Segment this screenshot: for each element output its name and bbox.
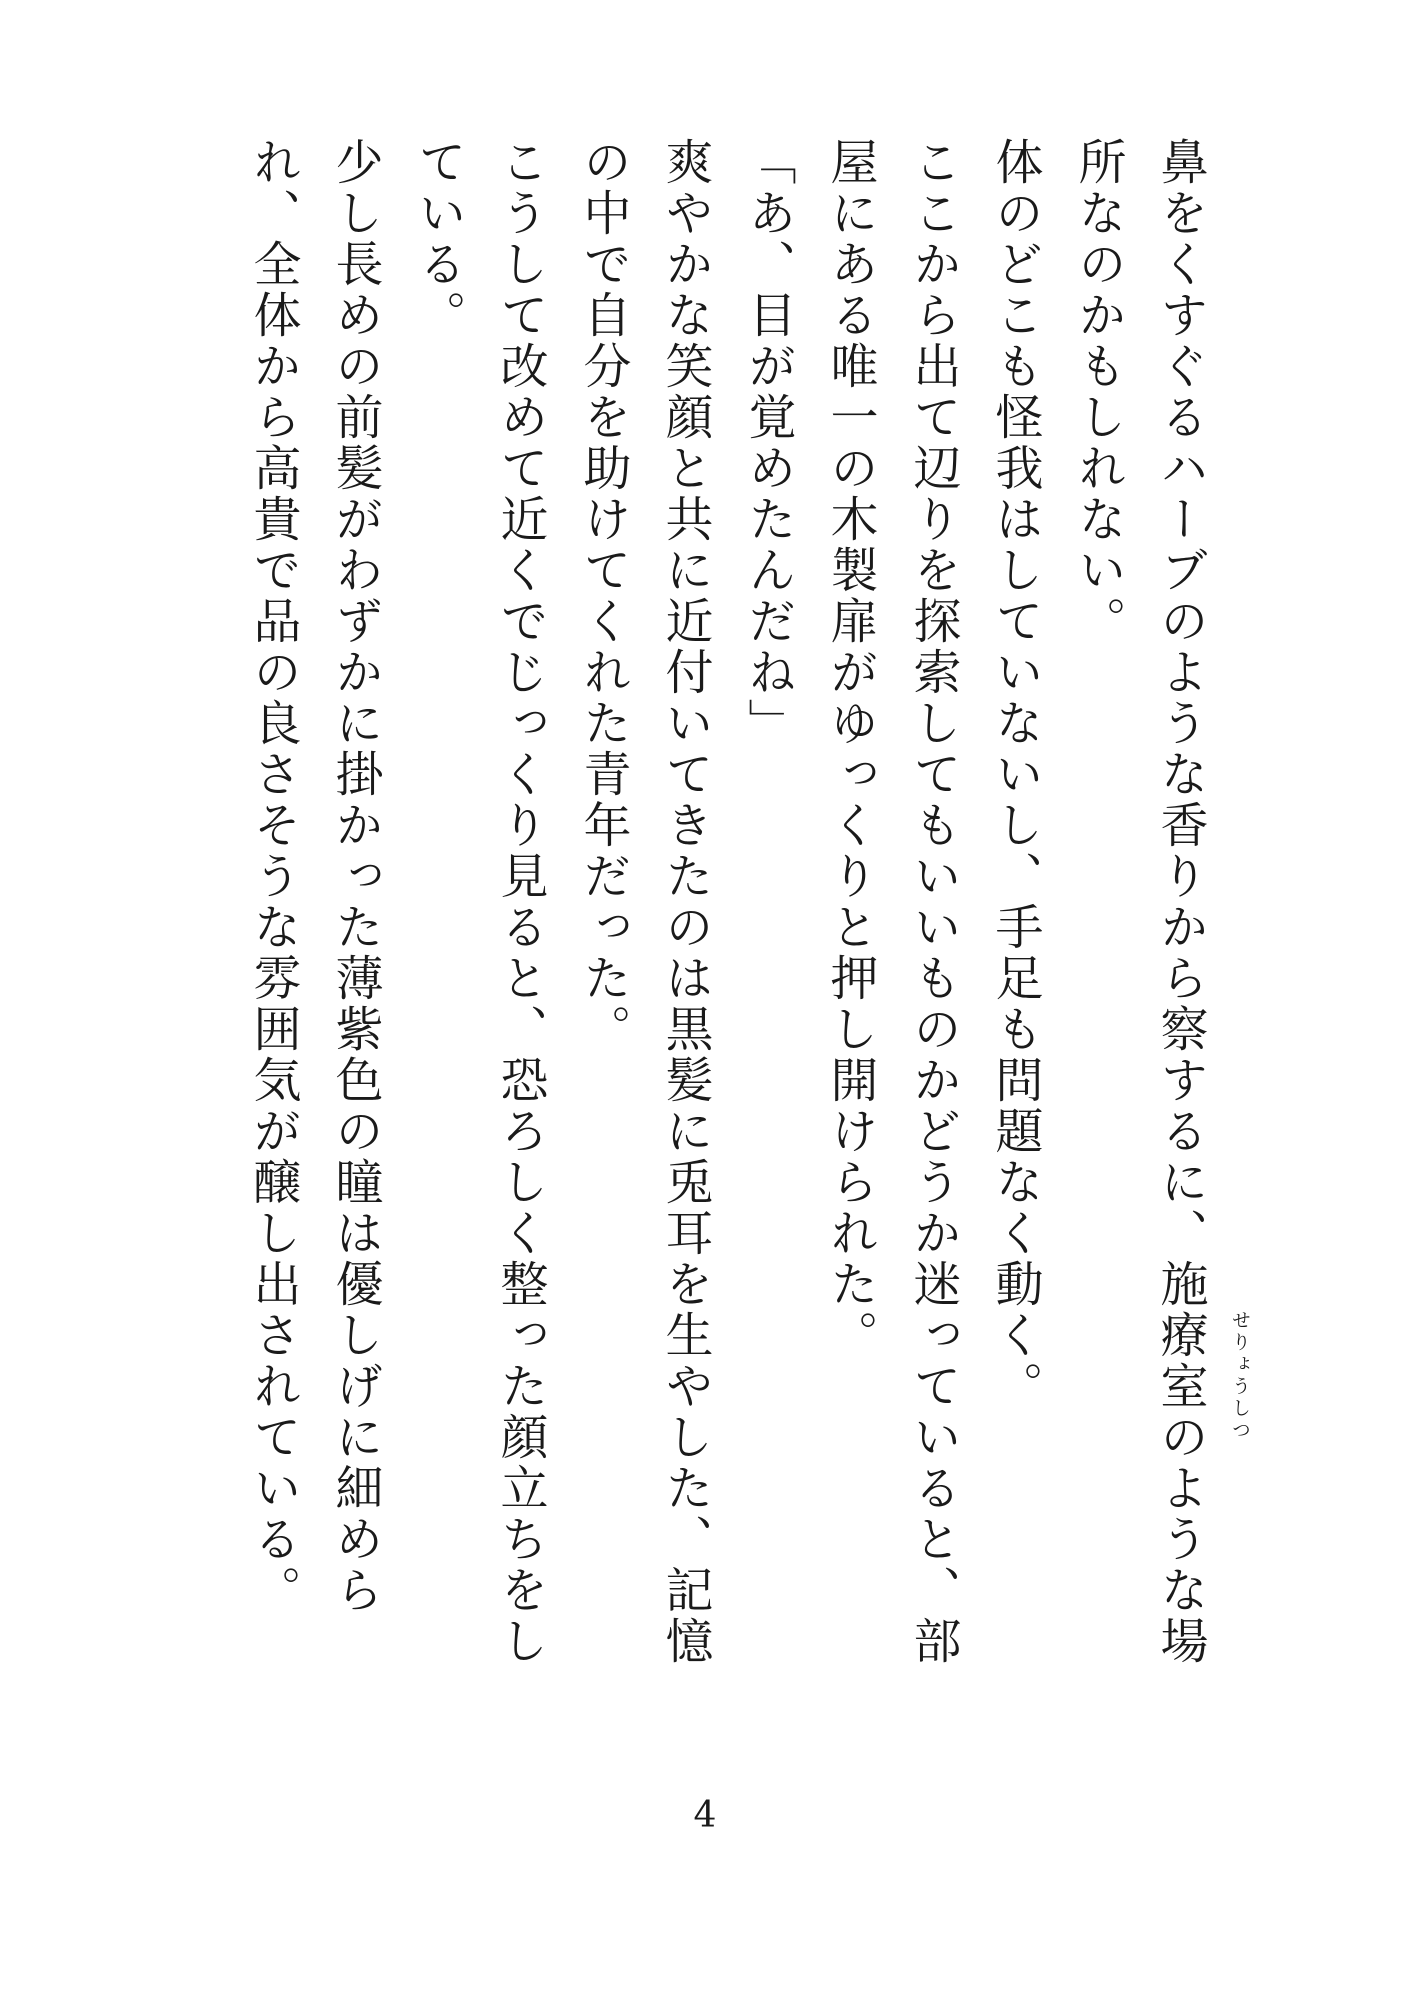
text-column-10: ている。 (410, 137, 466, 341)
text-column-6: 「あ、目が覚めたんだね」 (740, 137, 796, 749)
page-number: 4 (693, 1795, 717, 1836)
text-column-7: 爽やかな笑顔と共に近付いてきたのは黒髪に兎耳を生やした、記憶 (657, 137, 713, 1667)
text-column-11: 少し長めの前髪がわずかに掛かった薄紫色の瞳は優しげに細めら (327, 137, 383, 1616)
text-column-5: 屋にある唯一の木製扉がゆっくりと押し開けられた。 (822, 137, 878, 1361)
text-column-9: こうして改めて近くでじっくり見ると、恐ろしく整った顔立ちをし (492, 137, 548, 1667)
text-column-2: 所なのかもしれない。 (1070, 137, 1126, 647)
ruby-furigana: せりょうしつ (1229, 1310, 1251, 1442)
text-column-1: 鼻をくすぐるハーブのような香りから察するに、施療室のような場 (1152, 137, 1208, 1667)
text-column-4: ここから出て辺りを探索してもいいものかどうか迷っていると、部 (905, 137, 961, 1667)
text-column-12: れ、全体から高貴で品の良さそうな雰囲気が醸し出されている。 (245, 137, 301, 1616)
text-column-3: 体のどこも怪我はしていないし、手足も問題なく動く。 (987, 137, 1043, 1412)
text-column-8: の中で自分を助けてくれた青年だった。 (575, 137, 631, 1055)
